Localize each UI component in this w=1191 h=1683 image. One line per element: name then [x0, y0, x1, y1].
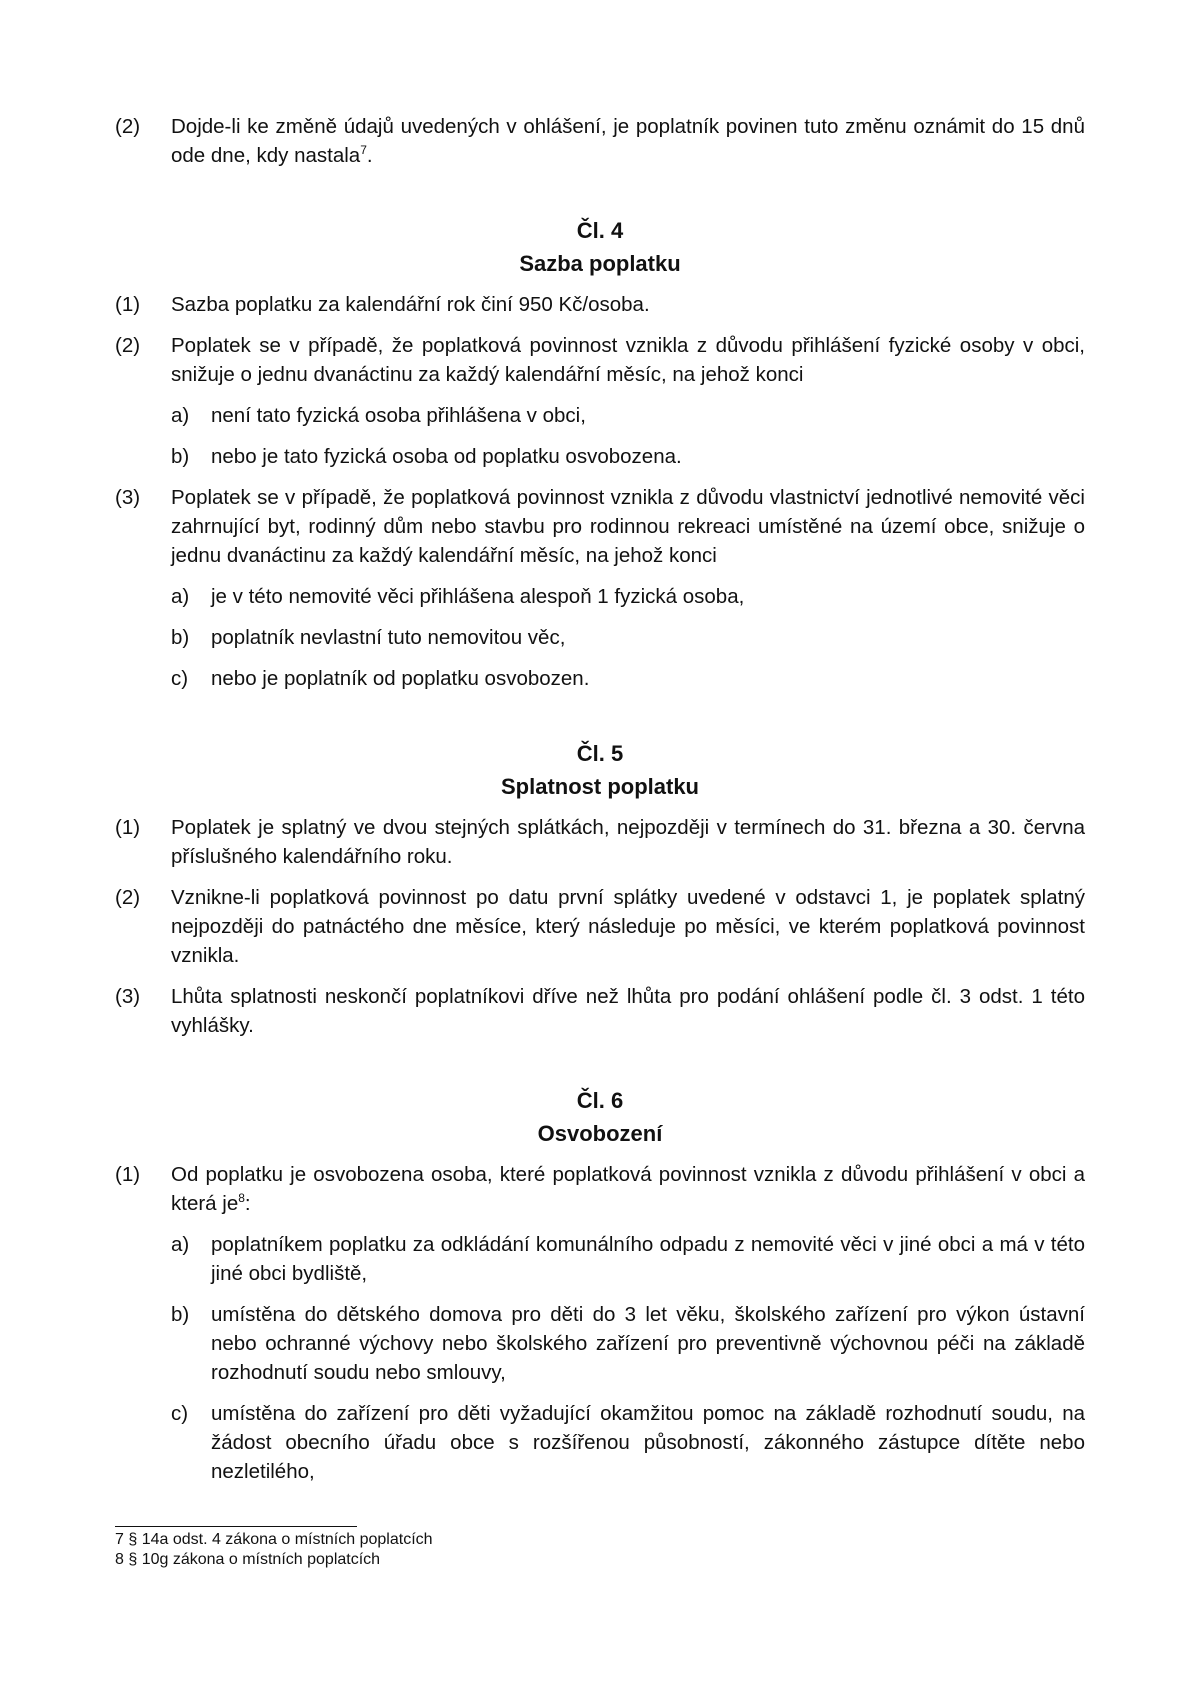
list-letter: a) — [171, 585, 190, 608]
footnote-divider — [115, 1526, 357, 1527]
article-number: Čl. 6 — [576, 1088, 624, 1113]
paragraph-text: Poplatek je splatný ve dvou stejných splátkách, nejpozději v termínech do 31. března a 30. června příslušného kalendářního roku. — [171, 816, 1085, 868]
article-number: Čl. 5 — [576, 741, 624, 766]
paragraph — [115, 331, 1085, 389]
list-item — [171, 664, 1085, 693]
footnote-ref: 7 — [360, 143, 367, 158]
paragraph — [115, 982, 1085, 1040]
list-text: umístěna do dětského domova pro děti do 3 let věku, školského zařízení pro výkon ústavní nebo ochranné výchovy nebo školského zařízení pro preventivně výchovnou péči na základě rozhodnutí soudu nebo smlouvy, — [211, 1303, 1085, 1384]
article-heading — [115, 1084, 1085, 1150]
footnote-ref: 8 — [238, 1191, 245, 1206]
list-item — [171, 1230, 1085, 1288]
paragraph-text: Od poplatku je osvobozena osoba, které poplatková povinnost vznikla z důvodu přihlášení v obci a která $je^8$: — [171, 1163, 1085, 1215]
paragraph — [115, 1160, 1085, 1218]
list-text: umístěna do zařízení pro děti vyžadující okamžitou pomoc na základě rozhodnutí soudu, na žádost obecního úřadu obce s rozšířenou působností, zákonného zástupce dítěte nebo nezletilého, — [211, 1402, 1085, 1483]
paragraph-number: (1) — [115, 1163, 141, 1186]
footnotes — [115, 1530, 433, 1570]
list-text: nebo je poplatník od poplatku osvobozen. — [211, 667, 590, 690]
list-item — [171, 1399, 1085, 1486]
list-letter: c) — [171, 1402, 189, 1425]
paragraph-number: (3) — [115, 486, 141, 509]
paragraph — [115, 290, 1085, 319]
paragraph-number: (3) — [115, 985, 141, 1008]
list-item — [171, 401, 1085, 430]
paragraph-number: (2) — [115, 334, 141, 357]
paragraph-text: Poplatek se v případě, že poplatková povinnost vznikla z důvodu přihlášení fyzické osoby v obci, snižuje o jednu dvanáctinu za každý kalendářní měsíc, na jehož konci — [171, 334, 1085, 386]
paragraph-number: (2) — [115, 115, 141, 138]
list-letter: b) — [171, 445, 190, 468]
article-heading — [115, 214, 1085, 280]
list-text: nebo je tato fyzická osoba od poplatku osvobozena. — [211, 445, 682, 468]
list-item — [171, 623, 1085, 652]
list-letter: a) — [171, 404, 190, 427]
paragraph — [115, 483, 1085, 570]
paragraph-text: Poplatek se v případě, že poplatková povinnost vznikla z důvodu vlastnictví jednotlivé nemovité věci zahrnující byt, rodinný dům nebo stavbu pro rodinnou rekreaci umístěné na území obce, snižuje o jednu dvanáctinu za každý kalendářní měsíc, na jehož konci — [171, 486, 1085, 567]
paragraph-number: (1) — [115, 293, 141, 316]
list-text: poplatníkem poplatku za odkládání komunálního odpadu z nemovité věci v jiné obci a má v této jiné obci bydliště, — [211, 1233, 1085, 1285]
paragraph-text: Lhůta splatnosti neskončí poplatníkovi dříve než lhůta pro podání ohlášení podle čl. 3 odst. 1 této vyhlášky. — [171, 985, 1085, 1037]
paragraph — [115, 883, 1085, 970]
list-letter: b) — [171, 626, 190, 649]
footnote: 8 § 10g zákona o místních poplatcích — [115, 1551, 381, 1568]
paragraph-number: (2) — [115, 886, 141, 909]
article-title: Osvobození — [537, 1121, 663, 1146]
article-heading — [115, 737, 1085, 803]
article-title: Sazba poplatku — [519, 251, 681, 276]
article-number: Čl. 4 — [576, 218, 624, 243]
paragraph-number: (1) — [115, 816, 141, 839]
list-item — [171, 442, 1085, 471]
paragraph — [115, 813, 1085, 871]
list-text: není tato fyzická osoba přihlášena v obci, — [211, 404, 586, 427]
list-text: poplatník nevlastní tuto nemovitou věc, — [211, 626, 566, 649]
page-content — [115, 112, 1085, 1498]
list-letter: a) — [171, 1233, 190, 1256]
footnote: 7 § 14a odst. 4 zákona o místních poplatcích — [115, 1531, 433, 1548]
paragraph-text: Dojde-li ke změně údajů uvedených v ohlášení, je poplatník povinen tuto změnu oznámit do 15 dnů ode dne, kdy nastala$^7$. — [171, 115, 1085, 167]
list-item — [171, 1300, 1085, 1387]
list-item — [171, 582, 1085, 611]
list-letter: b) — [171, 1303, 190, 1326]
paragraph-text: Vznikne-li poplatková povinnost po datu první splátky uvedené v odstavci 1, je poplatek splatný nejpozději do patnáctého dne měsíce, který následuje po měsíci, ve kterém poplatková povinnost vznikla. — [171, 886, 1085, 967]
article-title: Splatnost poplatku — [501, 774, 699, 799]
paragraph — [115, 112, 1085, 170]
list-text: je v této nemovité věci přihlášena alespoň 1 fyzická osoba, — [211, 585, 745, 608]
list-letter: c) — [171, 667, 189, 690]
paragraph-text: Sazba poplatku za kalendářní rok činí 950 Kč/osoba. — [171, 293, 650, 316]
